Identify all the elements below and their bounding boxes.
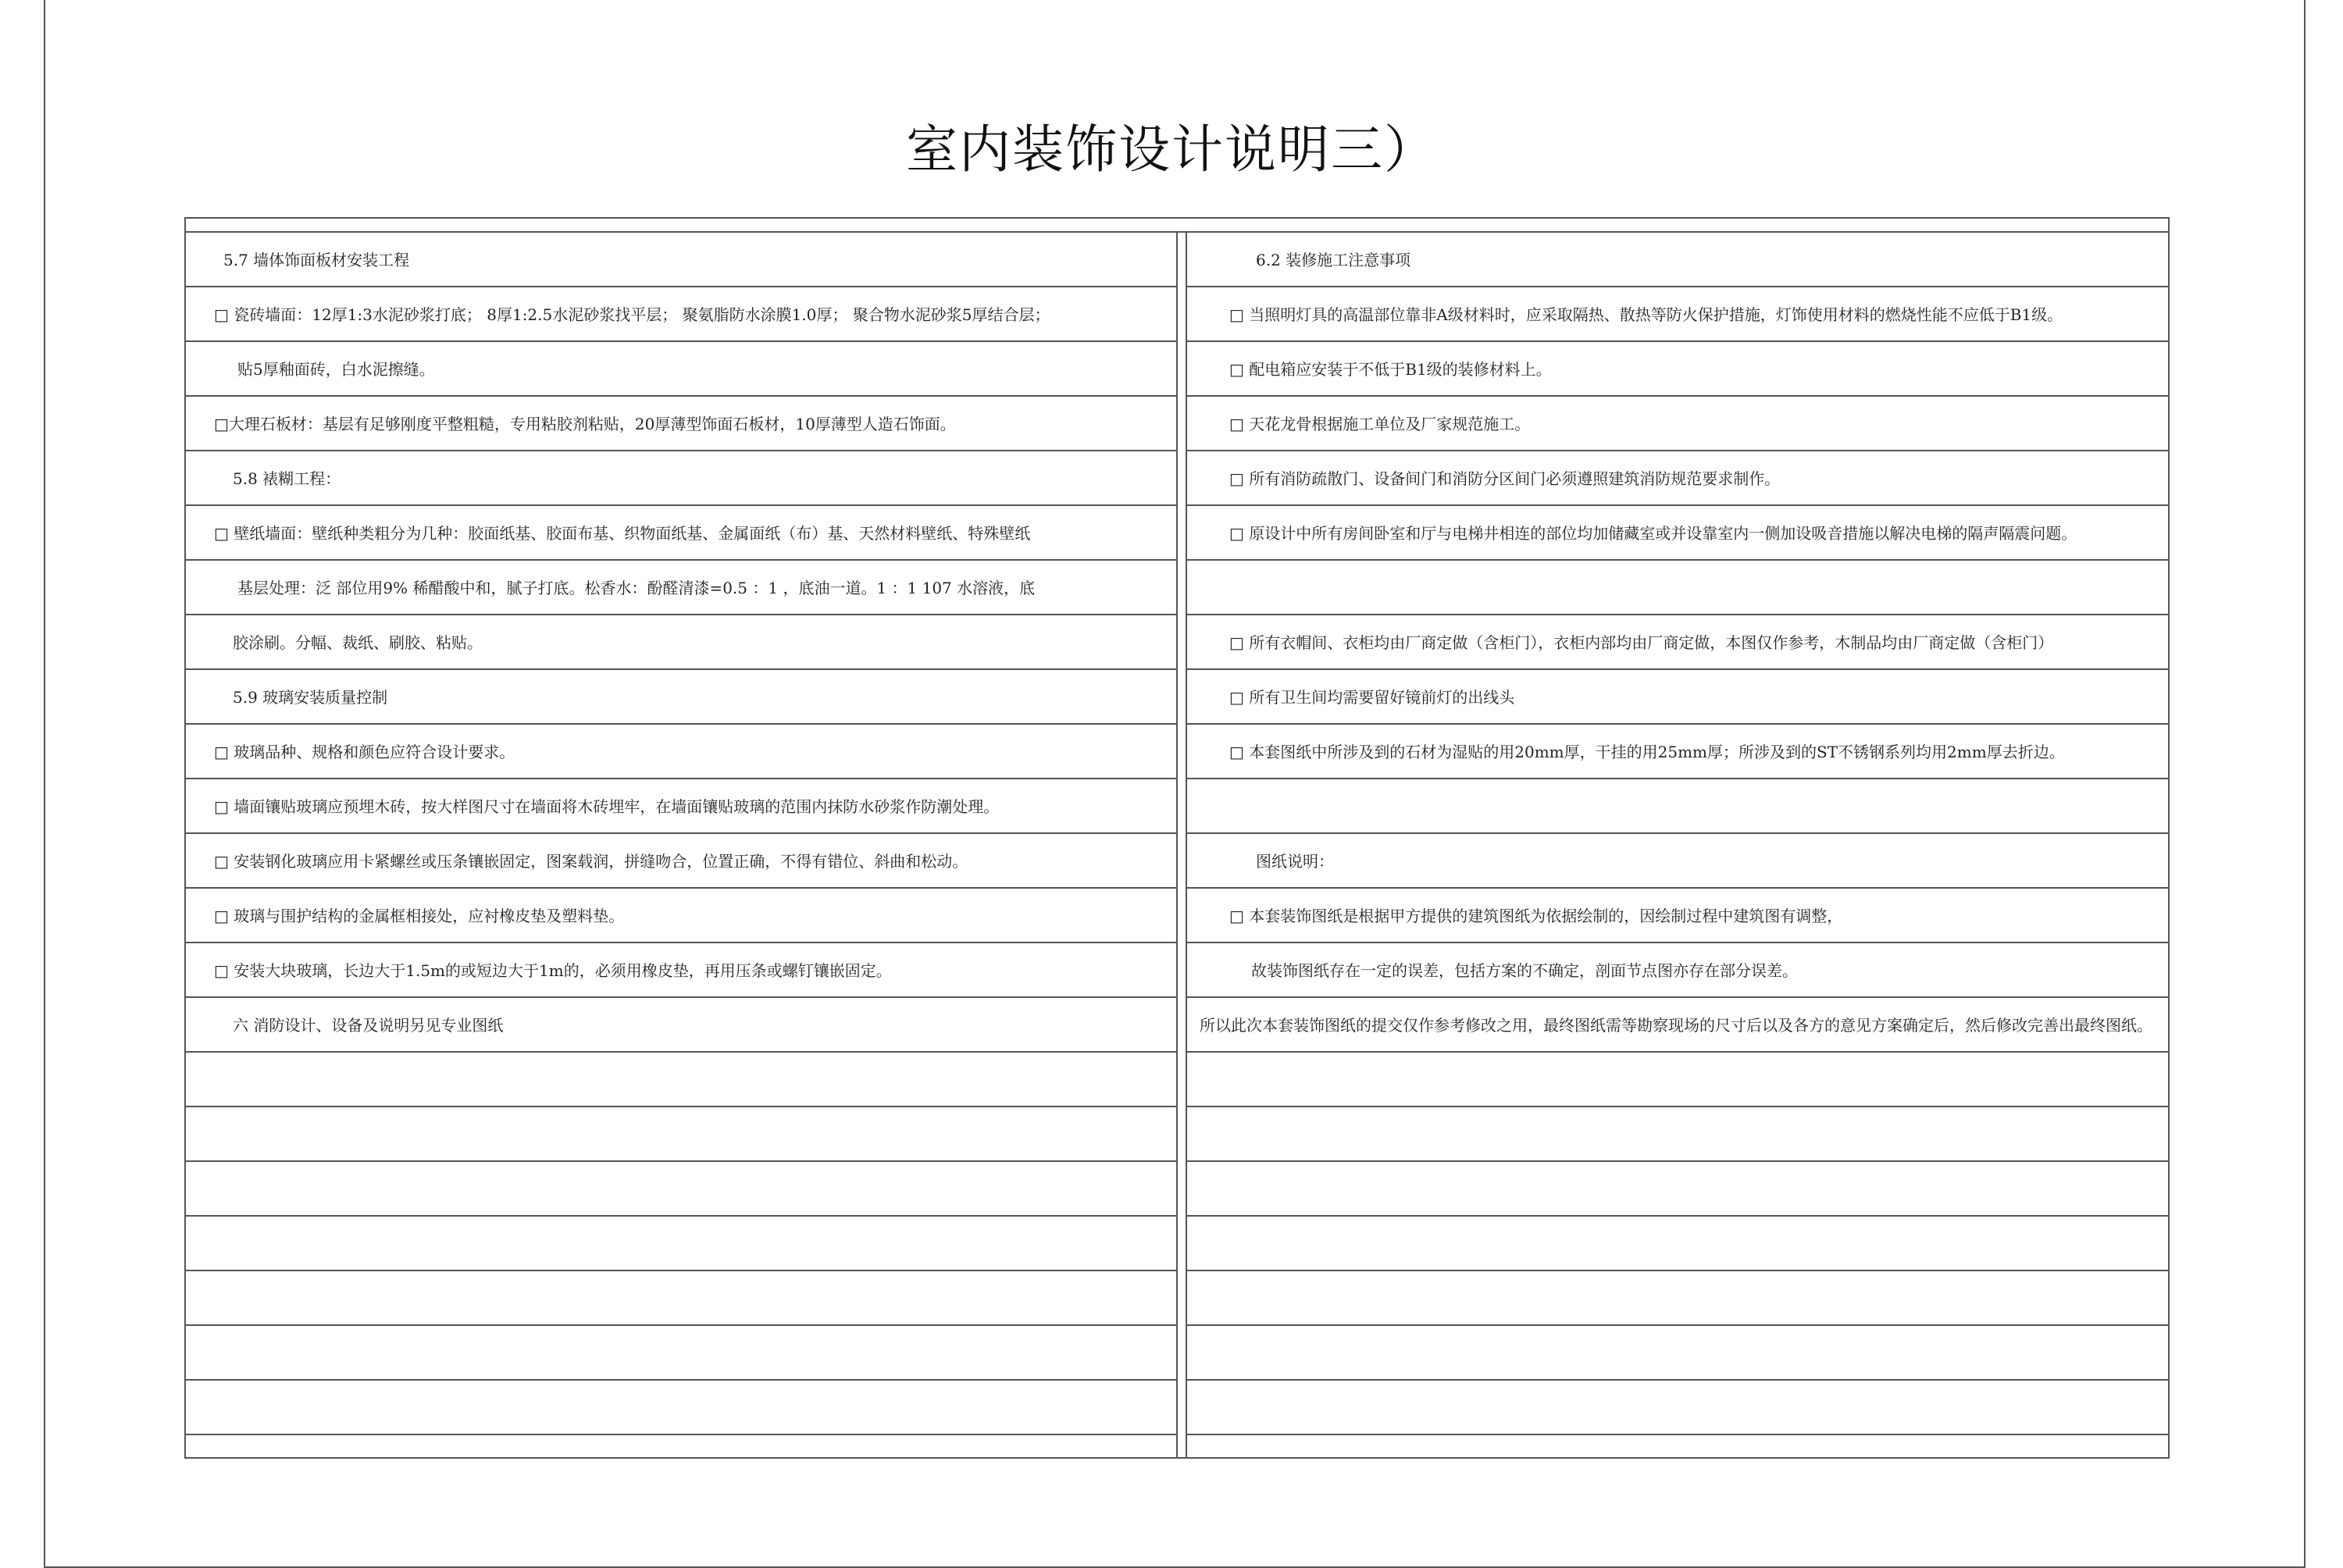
right-row bbox=[1187, 342, 2168, 397]
right-row bbox=[1187, 233, 2168, 287]
page-title: 室内装饰设计说明三） bbox=[906, 119, 1437, 180]
right-row-text: □ 所有卫生间均需要留好镜前灯的出线头 bbox=[1229, 688, 1515, 707]
right-column bbox=[1187, 233, 2168, 1457]
right-row-text: 6.2 装修施工注意事项 bbox=[1256, 251, 1411, 269]
right-row-text: □ 所有衣帽间、衣柜均由厂商定做（含柜门），衣柜内部均由厂商定做，本图仅作参考，木制品均由厂商定做（含柜门） bbox=[1229, 633, 2054, 652]
left-row bbox=[186, 506, 1178, 561]
right-row bbox=[1187, 1107, 2168, 1162]
left-row-text: 六 消防设计、设备及说明另见专业图纸 bbox=[233, 1016, 504, 1035]
right-row-text: □ 原设计中所有房间卧室和厅与电梯井相连的部位均加储藏室或并设靠室内一侧加设吸音措施以解决电梯的隔声隔震问题。 bbox=[1229, 524, 2077, 543]
left-row bbox=[186, 943, 1178, 998]
right-row-text: □ 本套图纸中所涉及到的石材为湿贴的用20mm厚，干挂的用25mm厚；所涉及到的ST不锈钢系列均用2mm厚去折边。 bbox=[1229, 743, 2065, 761]
left-row bbox=[186, 725, 1178, 779]
left-row-text: □ 墙面镶贴玻璃应预埋木砖，按大样图尺寸在墙面将木砖埋牢，在墙面镶贴玻璃的范围内抹防水砂浆作防潮处理。 bbox=[214, 797, 1000, 816]
left-row bbox=[186, 561, 1178, 615]
right-row-text: □ 配电箱应安装于不低于B1级的装修材料上。 bbox=[1229, 360, 1552, 379]
right-row-text: □ 天花龙骨根据施工单位及厂家规范施工。 bbox=[1229, 415, 1531, 433]
right-row-text: □ 本套装饰图纸是根据甲方提供的建筑图纸为依据绘制的，因绘制过程中建筑图有调整， bbox=[1229, 907, 1843, 925]
left-row bbox=[186, 615, 1178, 670]
left-row bbox=[186, 1381, 1178, 1435]
left-row bbox=[186, 670, 1178, 725]
right-row bbox=[1187, 287, 2168, 342]
right-row bbox=[1187, 1271, 2168, 1326]
right-row bbox=[1187, 889, 2168, 943]
left-row bbox=[186, 342, 1178, 397]
right-row bbox=[1187, 943, 2168, 998]
left-row-text: 贴5厚釉面砖，白水泥擦缝。 bbox=[237, 360, 435, 379]
right-row bbox=[1187, 451, 2168, 506]
left-row-text: 5.7 墙体饰面板材安装工程 bbox=[223, 251, 410, 269]
left-row-text: 胶涂刷。分幅、裁纸、刷胶、粘贴。 bbox=[233, 633, 483, 652]
left-row bbox=[186, 834, 1178, 889]
right-row-text: □ 所有消防疏散门、设备间门和消防分区间门必须遵照建筑消防规范要求制作。 bbox=[1229, 469, 1781, 488]
left-row bbox=[186, 451, 1178, 506]
left-row-text: □ 安装钢化玻璃应用卡紧螺丝或压条镶嵌固定，图案载润，拼缝吻合，位置正确，不得有错位、斜曲和松动。 bbox=[214, 852, 968, 871]
left-row bbox=[186, 1271, 1178, 1326]
right-row bbox=[1187, 1326, 2168, 1381]
left-row bbox=[186, 779, 1178, 834]
left-row-text: □ 安装大块玻璃，长边大于1.5m的或短边大于1m的，必须用橡皮垫，再用压条或螺钉镶嵌固定。 bbox=[214, 961, 892, 980]
right-row bbox=[1187, 506, 2168, 561]
left-row bbox=[186, 1107, 1178, 1162]
right-row bbox=[1187, 397, 2168, 451]
left-row-text: 5.8 裱糊工程： bbox=[233, 469, 341, 488]
left-column bbox=[186, 233, 1178, 1457]
right-row bbox=[1187, 561, 2168, 615]
right-row bbox=[1187, 615, 2168, 670]
left-row bbox=[186, 397, 1178, 451]
left-row-text: □ 壁纸墙面：壁纸种类粗分为几种：胶面纸基、胶面布基、织物面纸基、金属面纸（布）基、天然材料壁纸、特殊壁纸 bbox=[214, 524, 1031, 543]
left-row-text: □ 瓷砖墙面：12厚1:3水泥砂浆打底； 8厚1:2.5水泥砂浆找平层； 聚氨脂防水涂膜1.0厚； 聚合物水泥砂浆5厚结合层； bbox=[214, 305, 1050, 324]
right-row bbox=[1187, 670, 2168, 725]
left-row-text: □ 玻璃与围护结构的金属框相接处，应衬橡皮垫及塑料垫。 bbox=[214, 907, 625, 925]
left-row-text: 5.9 玻璃安装质量控制 bbox=[233, 688, 388, 707]
left-row bbox=[186, 998, 1178, 1053]
left-row-text: □ 玻璃品种、规格和颜色应符合设计要求。 bbox=[214, 743, 515, 761]
left-row bbox=[186, 1162, 1178, 1217]
right-row bbox=[1187, 779, 2168, 834]
left-row bbox=[186, 889, 1178, 943]
left-row-text: 基层处理：泛 部位用9% 稀醋酸中和，腻子打底。松香水：酚醛清漆=0.5 ：1 ，底油一道。1 ：1 107 水溶液，底 bbox=[237, 579, 1036, 597]
right-row bbox=[1187, 1381, 2168, 1435]
right-row-text: 故装饰图纸存在一定的误差，包括方案的不确定，剖面节点图亦存在部分误差。 bbox=[1251, 961, 1798, 980]
spec-table bbox=[184, 217, 2170, 1459]
right-row-text: 所以此次本套装饰图纸的提交仅作参考修改之用，最终图纸需等勘察现场的尺寸后以及各方的意见方案确定后，然后修改完善出最终图纸。 bbox=[1200, 1016, 2152, 1035]
left-row-text: □大理石板材：基层有足够刚度平整粗糙，专用粘胶剂粘贴，20厚薄型饰面石板材，10厚薄型人造石饰面。 bbox=[214, 415, 956, 433]
right-row bbox=[1187, 725, 2168, 779]
right-row bbox=[1187, 1053, 2168, 1107]
left-row bbox=[186, 287, 1178, 342]
right-row-text: 图纸说明： bbox=[1256, 852, 1334, 871]
left-row bbox=[186, 1217, 1178, 1271]
right-row bbox=[1187, 1162, 2168, 1217]
right-row-text: □ 当照明灯具的高温部位靠非A级材料时，应采取隔热、散热等防火保护措施，灯饰使用材料的燃烧性能不应低于B1级。 bbox=[1229, 305, 2063, 324]
left-row bbox=[186, 233, 1178, 287]
left-row bbox=[186, 1326, 1178, 1381]
right-row bbox=[1187, 834, 2168, 889]
right-row bbox=[1187, 1217, 2168, 1271]
left-row bbox=[186, 1053, 1178, 1107]
right-row bbox=[1187, 998, 2168, 1053]
